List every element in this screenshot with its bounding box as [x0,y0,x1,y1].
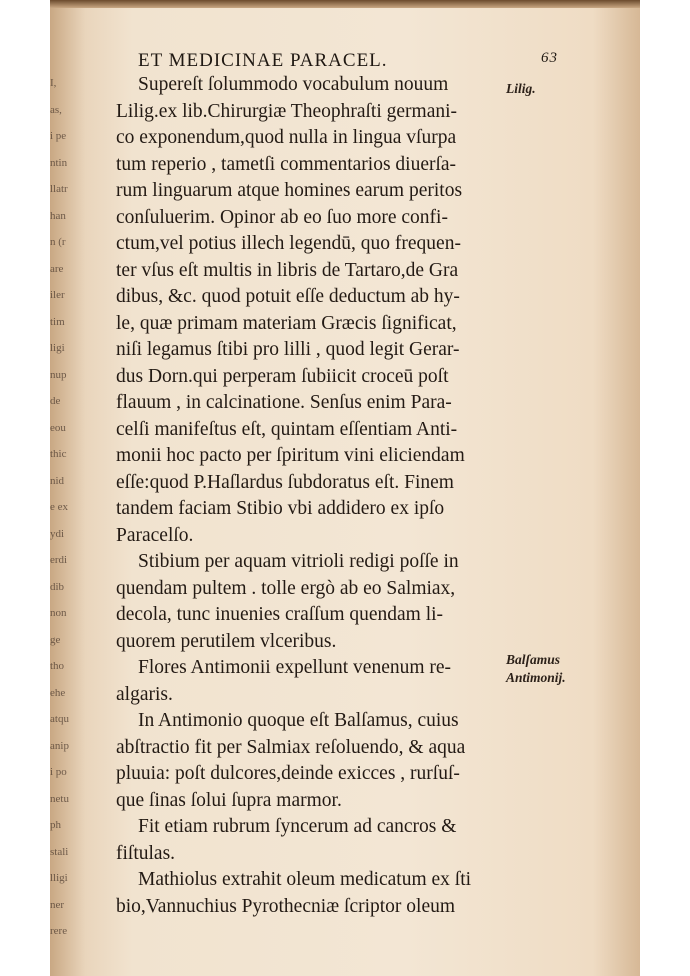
bleed-fragment: thic [50,448,67,460]
bleed-fragment: as, [50,103,62,116]
bleed-fragment: anip [50,739,69,752]
book-page [50,0,640,976]
bleed-fragment: eou [50,421,66,434]
bleed-fragment: de [50,395,61,407]
text-line: rum linguarum atque homines earum peritos [116,180,463,201]
text-line: dus Dorn.qui perperam ſubiicit croceū poſt [116,365,449,387]
bleed-through-text [50,70,70,937]
text-line: Supereſt ſolummodo vocabulum nouum [138,74,449,95]
bleed-fragment: ligi [50,342,65,354]
text-line: Stibium per aquam vitrioli redigi poſſe in [138,551,459,572]
text-line: fiſtulas. [116,842,176,864]
text-line: niſi legamus ſtibi pro lilli , quod legit Gerar- [116,339,460,360]
bleed-fragment: erdi [50,554,68,566]
bleed-fragment: ge [50,633,61,646]
text-line: In Antimonio quoque eſt Balſamus, cuius [138,710,459,731]
bleed-fragment: nup [50,368,67,381]
bleed-fragment: lligi [50,872,68,884]
text-line: que ſinas ſolui ſupra marmor. [116,789,342,811]
running-header [138,50,558,72]
text-line: le, quæ primam materiam Græcis ſignificat, [116,312,457,334]
text-line: tum reperio , tametſi commentarios diuerſa- [116,153,457,175]
running-title: ET MEDICINAE PARACEL. [138,50,388,71]
bleed-fragment: e ex [50,501,69,513]
bleed-fragment: nid [50,474,65,487]
bleed-fragment: atqu [50,713,69,725]
text-line: ter vſus eſt multis in libris de Tartaro,de Gra [116,259,459,281]
bleed-fragment: are [50,262,64,275]
text-line: Paracelſo. [116,524,194,546]
text-line: Lilig.ex lib.Chirurgiæ Theophraſti germani- [116,100,458,122]
margin-note-balsamus: Balſamus Antimonij. [506,652,566,685]
text-line: quorem perutilem vlceribus. [116,630,337,652]
text-line: ctum,vel potius illech legendū, quo frequen- [116,233,461,254]
text-line: abſtractio fit per Salmiax reſoluendo, & aqua [116,736,466,758]
text-line: bio,Vannuchius Pyrothecniæ ſcriptor oleum [116,895,456,917]
bleed-fragment: rere [50,925,68,937]
text-line: dibus, &c. quod potuit eſſe deductum ab hy- [116,286,460,307]
bleed-fragment: tim [50,315,65,328]
page-number: 63 [541,50,558,66]
main-text [116,72,548,920]
bleed-fragment: ntin [50,156,68,169]
text-line: algaris. [116,683,173,705]
text-line: tandem faciam Stibio vbi addidero ex ipſo [116,498,445,519]
bleed-fragment: ehe [50,686,66,699]
bleed-fragment: non [50,607,67,619]
bleed-fragment: dib [50,580,65,593]
bleed-fragment: i pe [50,130,67,142]
text-line: celſi manifeſtus eſt, quintam eſſentiam Anti- [116,418,458,440]
bleed-fragment: ph [50,819,61,831]
bleed-fragment: n (r [50,236,66,248]
text-line: flauum , in calcinatione. Senſus enim Para- [116,392,452,413]
bleed-fragment: i po [50,766,67,778]
text-line: Fit etiam rubrum ſyncerum ad cancros & [138,816,457,837]
bleed-fragment: han [50,209,66,222]
text-line: pluuia: poſt dulcores,deinde exicces , rurſuſ- [116,763,460,784]
bleed-fragment: ydi [50,527,65,540]
text-line: conſuluerim. Opinor ab eo ſuo more confi- [116,206,448,228]
bleed-fragment: iler [50,289,65,301]
text-line: co exponendum,quod nulla in lingua vſurpa [116,127,457,148]
bleed-fragment: stali [50,845,69,858]
text-line: decola, tunc inuenies craſſum quendam li- [116,604,444,625]
margin-note-lilig: Lilig. [506,81,536,96]
bleed-fragment: llatr [50,183,68,195]
bleed-fragment: ner [50,898,65,911]
text-line: Mathiolus extrahit oleum medicatum ex ſti [138,869,472,890]
bleed-fragment: tho [50,660,65,672]
text-line: monii hoc pacto per ſpiritum vini eliciendam [116,445,465,466]
text-line: quendam pultem . tolle ergò ab eo Salmiax, [116,577,456,599]
text-line: eſſe:quod P.Haſlardus ſubdoratus eſt. Finem [116,471,454,493]
text-line: Flores Antimonii expellunt venenum re- [138,657,452,678]
bleed-fragment: I, [50,77,57,89]
bleed-fragment: netu [50,792,69,805]
